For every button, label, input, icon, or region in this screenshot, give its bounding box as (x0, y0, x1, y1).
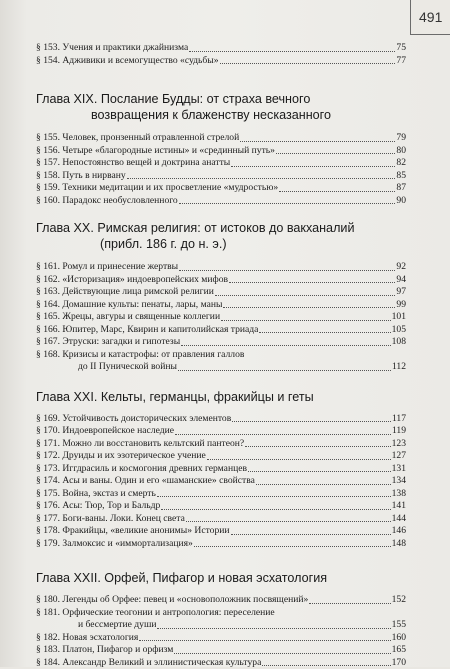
toc-entry-title: § 154. Адживики и всемогущество «судьбы» (36, 55, 219, 68)
toc-entry-page: 77 (396, 55, 406, 68)
chapter-heading (36, 220, 406, 252)
leader-dots (157, 496, 391, 497)
toc-entry-page: 131 (392, 463, 406, 476)
toc-entry-page: 87 (396, 182, 406, 195)
toc-entry (36, 607, 406, 620)
toc-entry-page: 160 (392, 632, 406, 645)
page-number-box (410, 0, 450, 35)
toc-entry-title: § 174. Асы и ваны. Один и его «шаманские» свойства (36, 475, 255, 488)
toc-entry-page: 108 (392, 336, 406, 349)
toc-entry-page: 99 (396, 299, 406, 312)
leader-dots (179, 270, 395, 271)
toc-entry-title: до II Пунической войны (36, 361, 177, 374)
toc-entry-page: 75 (396, 42, 406, 55)
leader-dots (231, 534, 391, 535)
leader-dots (276, 153, 395, 154)
toc-entry-page: 80 (396, 145, 406, 158)
toc-entry-title: § 168. Кризисы и катастрофы: от правления галлов (36, 349, 244, 362)
toc-entry (36, 182, 406, 195)
toc-section (36, 570, 406, 669)
toc-entry-title: § 170. Индоевропейское наследие (36, 425, 174, 438)
table-of-contents (36, 42, 406, 669)
toc-entry-title: § 160. Парадокс необусловленного (36, 195, 178, 208)
leader-dots (139, 640, 390, 641)
toc-entry (36, 286, 406, 299)
toc-entry-page: 79 (396, 132, 406, 145)
toc-entry-title: § 169. Устойчивость доисторических элементов (36, 413, 231, 426)
toc-entry-title: § 175. Война, экстаз и смерть (36, 488, 156, 501)
toc-entry-title: § 163. Действующие лица римской религии (36, 286, 214, 299)
toc-entry-page: 117 (392, 413, 406, 426)
toc-entry-title: § 177. Боги-ваны. Локи. Конец света (36, 513, 185, 526)
toc-entry (36, 500, 406, 513)
toc-entry-page: 97 (396, 286, 406, 299)
page-number: 491 (419, 9, 442, 25)
leader-dots (223, 307, 395, 308)
toc-entry-continuation (36, 361, 406, 374)
toc-entry (36, 336, 406, 349)
toc-entry (36, 538, 406, 551)
toc-entry-page: 123 (392, 438, 406, 451)
leader-dots (186, 521, 391, 522)
leader-dots (309, 603, 390, 604)
leader-dots (259, 332, 390, 333)
toc-entry (36, 644, 406, 657)
toc-entry (36, 311, 406, 324)
toc-entry-title: § 172. Друиды и их эзотерическое учение (36, 450, 206, 463)
toc-entry-title: § 167. Этруски: загадки и гипотезы (36, 336, 180, 349)
toc-section (36, 220, 406, 374)
leader-dots (256, 484, 391, 485)
toc-entry-title: § 165. Жрецы, авгуры и священные коллегии (36, 311, 220, 324)
toc-entry (36, 632, 406, 645)
toc-entry (36, 157, 406, 170)
toc-entry (36, 450, 406, 463)
toc-entry-title: § 155. Человек, пронзенный отравленной стрелой (36, 132, 239, 145)
toc-entry-page: 92 (396, 261, 406, 274)
toc-entry-page: 82 (396, 157, 406, 170)
toc-entry (36, 132, 406, 145)
toc-entry (36, 299, 406, 312)
toc-entry-page: 101 (392, 311, 406, 324)
leader-dots (215, 295, 396, 296)
toc-entry (36, 195, 406, 208)
toc-entry-page: 94 (396, 274, 406, 287)
leader-dots (157, 628, 390, 629)
toc-entry-page: 144 (392, 513, 406, 526)
leader-dots (189, 51, 395, 52)
chapter-title-line1: Глава XIX. Послание Будды: от страха вечного (36, 92, 310, 106)
leader-dots (127, 178, 396, 179)
toc-entry-page: 141 (392, 500, 406, 513)
toc-section (36, 42, 406, 67)
toc-entry (36, 488, 406, 501)
toc-entry (36, 594, 406, 607)
leader-dots (232, 421, 391, 422)
toc-section (36, 389, 406, 551)
toc-entry (36, 55, 406, 68)
chapter-title-line1: Глава XX. Римская религия: от истоков до вакханалий (36, 221, 354, 235)
toc-entry-title: § 158. Путь в нирвану (36, 170, 126, 183)
toc-entry-page: 138 (392, 488, 406, 501)
chapter-heading (36, 389, 406, 405)
toc-entry (36, 261, 406, 274)
toc-entry-page: 119 (392, 425, 406, 438)
leader-dots (179, 203, 396, 204)
toc-entry (36, 170, 406, 183)
toc-entry (36, 463, 406, 476)
chapter-heading (36, 91, 406, 123)
toc-entry (36, 274, 406, 287)
toc-entry-page: 85 (396, 170, 406, 183)
leader-dots (245, 446, 390, 447)
toc-entry-title: § 171. Можно ли восстановить кельтский пантеон? (36, 438, 244, 451)
toc-entry-page: 105 (392, 324, 406, 337)
toc-entry-page: 165 (392, 644, 406, 657)
toc-entry (36, 525, 406, 538)
toc-entry-title: § 178. Фракийцы, «великие анонимы» Истории (36, 525, 230, 538)
chapter-title-line2: (прибл. 186 г. до н. э.) (36, 236, 406, 252)
leader-dots (279, 191, 395, 192)
toc-entry-title: § 181. Орфические теогонии и антропология: переселение (36, 607, 275, 620)
toc-entry (36, 324, 406, 337)
chapter-title-line1: Глава XXII. Орфей, Пифагор и новая эсхатология (36, 571, 327, 585)
toc-entry-title: и бессмертие души (36, 619, 156, 632)
toc-entry-title: § 162. «Историзация» индоевропейских мифов (36, 274, 228, 287)
leader-dots (175, 434, 391, 435)
toc-entry-title: § 183. Платон, Пифагор и орфизм (36, 644, 173, 657)
toc-entry-title: § 156. Четыре «благородные истины» и «срединный путь» (36, 145, 275, 158)
chapter-title-line1: Глава XXI. Кельты, германцы, фракийцы и геты (36, 390, 314, 404)
toc-entry-page: 112 (392, 361, 406, 374)
toc-entry (36, 42, 406, 55)
toc-entry-title: § 164. Домашние культы: пенаты, лары, маны (36, 299, 222, 312)
toc-entry (36, 657, 406, 669)
toc-entry-page: 146 (392, 525, 406, 538)
toc-section (36, 91, 406, 207)
toc-entry-page: 134 (392, 475, 406, 488)
toc-entry-title: § 179. Залмоксис и «иммортализация» (36, 538, 193, 551)
toc-entry-title: § 153. Учения и практики джайнизма (36, 42, 188, 55)
toc-entry (36, 438, 406, 451)
leader-dots (220, 63, 396, 64)
chapter-title-line2: возвращения к блаженству несказанного (36, 107, 406, 123)
leader-dots (178, 370, 391, 371)
toc-entry (36, 425, 406, 438)
leader-dots (194, 546, 391, 547)
toc-entry-page: 127 (392, 450, 406, 463)
toc-entry-title: § 182. Новая эсхатология (36, 632, 138, 645)
toc-entry-page: 155 (392, 619, 406, 632)
leader-dots (161, 509, 390, 510)
toc-entry (36, 145, 406, 158)
leader-dots (229, 282, 395, 283)
leader-dots (174, 653, 390, 654)
toc-entry-continuation (36, 619, 406, 632)
toc-entry-title: § 173. Иггдрасиль и космогония древних германцев (36, 463, 247, 476)
chapter-heading (36, 570, 406, 586)
toc-entry-title: § 159. Техники медитации и их просветление «мудростью» (36, 182, 278, 195)
toc-entry-title: § 184. Александр Великий и эллинистическая культура (36, 657, 261, 669)
leader-dots (248, 471, 391, 472)
leader-dots (181, 345, 390, 346)
toc-entry-page: 90 (396, 195, 406, 208)
toc-entry-title: § 166. Юпитер, Марс, Квирин и капитолийская триада (36, 324, 258, 337)
leader-dots (207, 459, 391, 460)
toc-entry-page: 148 (392, 538, 406, 551)
toc-entry (36, 513, 406, 526)
toc-entry-title: § 161. Ромул и принесение жертвы (36, 261, 178, 274)
leader-dots (231, 166, 395, 167)
toc-entry-page: 170 (392, 657, 406, 669)
toc-entry-title: § 180. Легенды об Орфее: певец и «основоположник посвящений» (36, 594, 308, 607)
leader-dots (221, 320, 391, 321)
toc-entry (36, 349, 406, 362)
toc-entry-title: § 176. Асы: Тюр, Тор и Бальдр (36, 500, 160, 513)
toc-entry (36, 475, 406, 488)
toc-entry (36, 413, 406, 426)
leader-dots (240, 141, 395, 142)
leader-dots (262, 665, 390, 666)
toc-entry-page: 152 (392, 594, 406, 607)
toc-entry-title: § 157. Непостоянство вещей и доктрина анатты (36, 157, 230, 170)
